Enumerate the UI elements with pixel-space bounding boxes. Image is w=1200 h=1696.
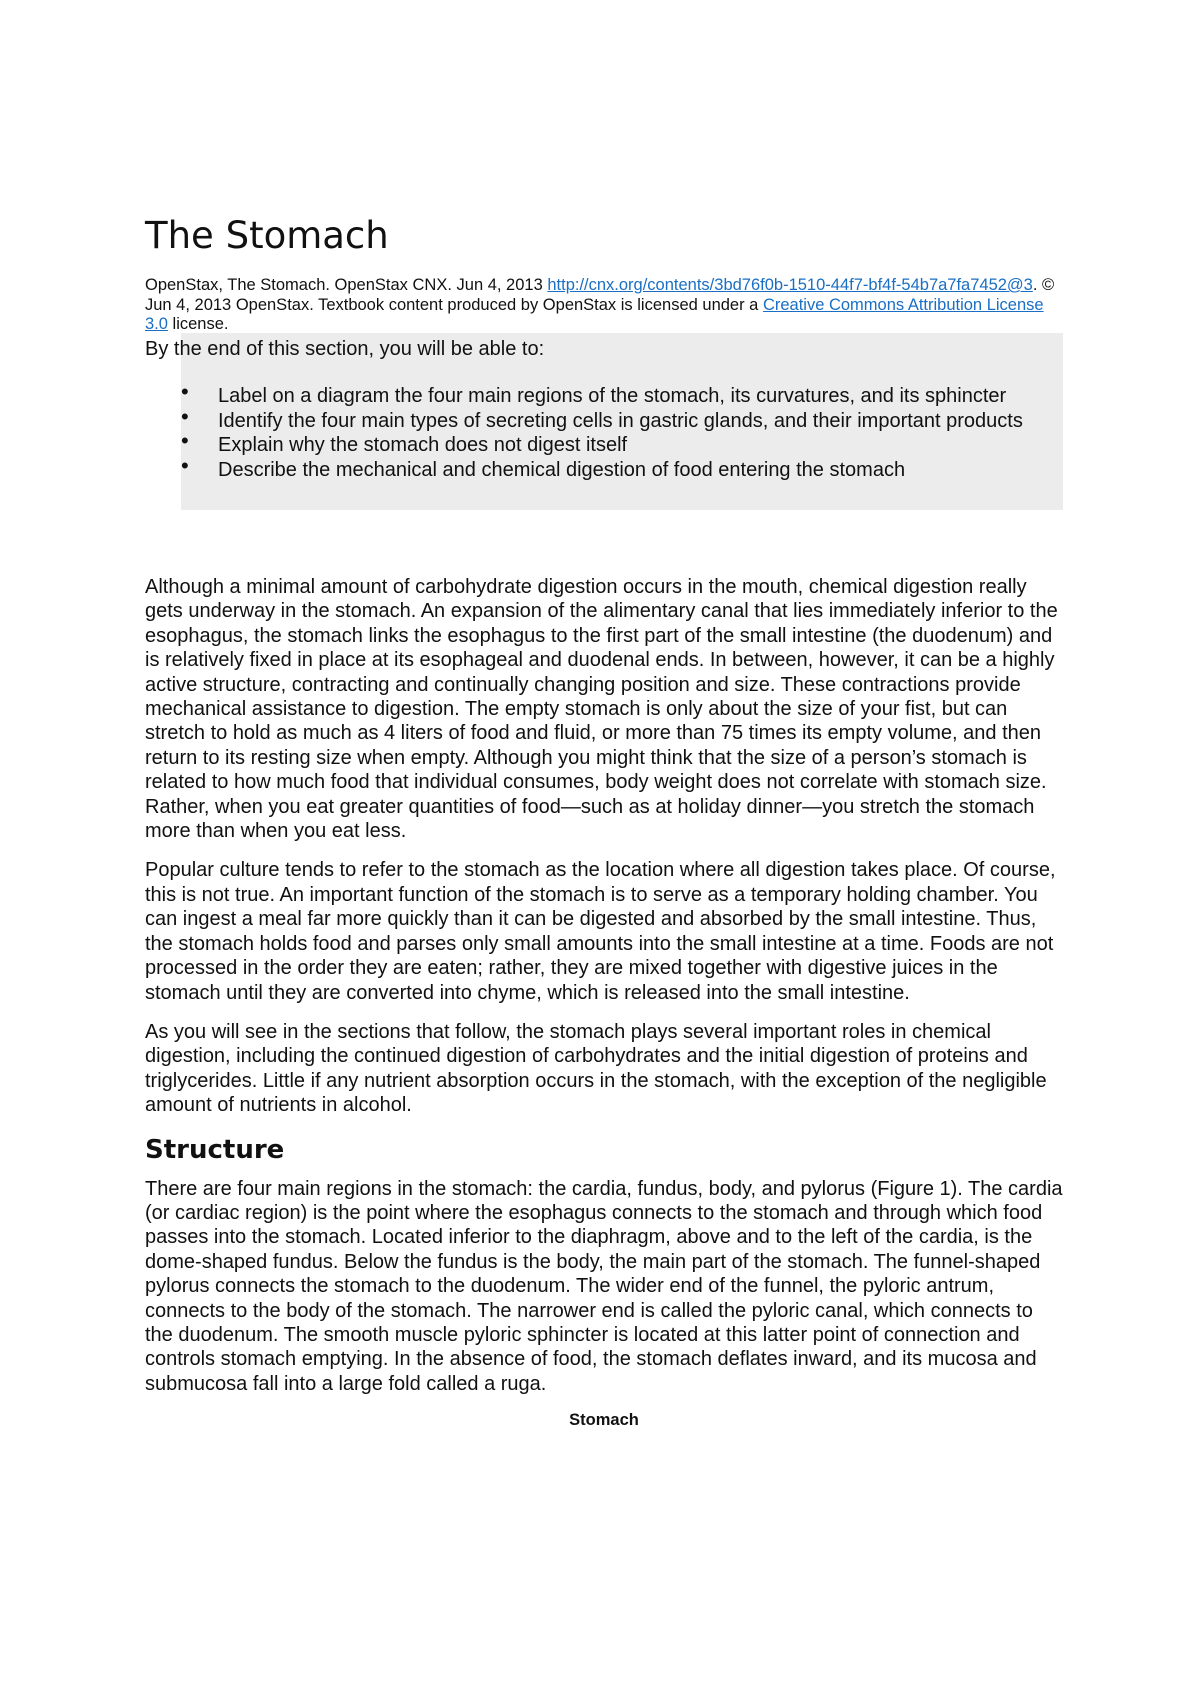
objective-text: Describe the mechanical and chemical digestion of food entering the stomach	[218, 458, 906, 481]
objective-text: Identify the four main types of secreting cells in gastric glands, and their important products	[218, 409, 1023, 432]
body-paragraph: Popular culture tends to refer to the stomach as the location where all digestion takes place. Of course, this is not true. An important function of the stomach is to serve as a temporary holding chamber. You can ingest a meal far more quickly than it can be digested and absorbed by the small intestine. Thus, the stomach holds food and parses only small amounts into the small intestine at a time. Foods are not processed in the order they are eaten; rather, they are mixed together with digestive juices in the stomach until they are converted into chyme, which is released into the small intestine.	[145, 859, 1056, 1004]
objectives-list	[181, 379, 1063, 482]
attribution-text-middle: . © Jun 4, 2013 OpenStax. Textbook content produced by OpenStax is licensed under a	[145, 276, 1055, 314]
attribution-text: OpenStax, The Stomach. OpenStax CNX. Jun 4, 2013	[145, 276, 548, 294]
body-paragraph: Although a minimal amount of carbohydrate digestion occurs in the mouth, chemical digestion really gets underway in the stomach. An expansion of the alimentary canal that lies immediately inferior to the esophagus, the stomach links the esophagus to the first part of the small intestine (the duodenum) and is relatively fixed in place at its esophageal and duodenal ends. In between, however, it can be a highly active structure, contracting and continually changing position and size. These contractions provide mechanical assistance to digestion. The empty stomach is only about the size of your fist, but can stretch to hold as much as 4 liters of food and fluid, or more than 75 times its empty volume, and then return to its resting size when empty. Although you might think that the size of a person’s stomach is related to how much food that individual consumes, body weight does not correlate with stomach size. Rather, when you eat greater quantities of food—such as at holiday dinner—you stretch the stomach more than when you eat less.	[145, 576, 1058, 843]
license-link[interactable]: Creative Commons Attribution License 3.0	[145, 295, 1044, 333]
objective-text: Label on a diagram the four main regions of the stomach, its curvatures, and its sphincter	[218, 385, 1007, 407]
objective-item	[181, 379, 1063, 409]
objectives-intro: By the end of this section, you will be able to:	[145, 338, 545, 360]
bullet-icon: •	[181, 379, 189, 404]
objective-item	[181, 428, 1063, 458]
document-title: The Stomach	[145, 214, 389, 257]
source-link[interactable]: http://cnx.org/contents/3bd76f0b-1510-44f7-bf4f-54b7a7fa7452@3	[547, 276, 1033, 294]
attribution-note	[145, 276, 1063, 335]
objective-item	[181, 403, 1063, 434]
bullet-icon: •	[181, 452, 189, 478]
attribution-text-end: license.	[167, 315, 229, 333]
bullet-icon: •	[181, 403, 189, 429]
objective-text: Explain why the stomach does not digest itself	[218, 434, 628, 456]
body-paragraph: There are four main regions in the stomach: the cardia, fundus, body, and pylorus (Figure 1). The cardia (or cardiac region) is the point where the esophagus connects to the stomach and through which food passes into the stomach. Located inferior to the diaphragm, above and to the left of the cardia, is the dome-shaped fundus. Below the fundus is the body, the main part of the stomach. The funnel-shaped pylorus connects the stomach to the duodenum. The wider end of the funnel, the pyloric antrum, connects to the body of the stomach. The narrower end is called the pyloric canal, which connects to the duodenum. The smooth muscle pyloric sphincter is located at this latter point of connection and controls stomach emptying. In the absence of food, the stomach deflates inward, and its mucosa and submucosa fall into a large fold called a ruga.	[145, 1177, 1063, 1395]
body-paragraph: As you will see in the sections that follow, the stomach plays several important roles in chemical digestion, including the continued digestion of carbohydrates and the initial digestion of proteins and triglycerides. Little if any nutrient absorption occurs in the stomach, with the exception of the negligible amount of nutrients in alcohol.	[145, 1020, 1047, 1117]
section-heading-structure: Structure	[145, 1134, 285, 1165]
figure-caption: Stomach	[569, 1411, 639, 1430]
bullet-icon: •	[181, 428, 189, 453]
document-body	[145, 575, 1063, 1430]
objective-item	[181, 452, 1063, 483]
